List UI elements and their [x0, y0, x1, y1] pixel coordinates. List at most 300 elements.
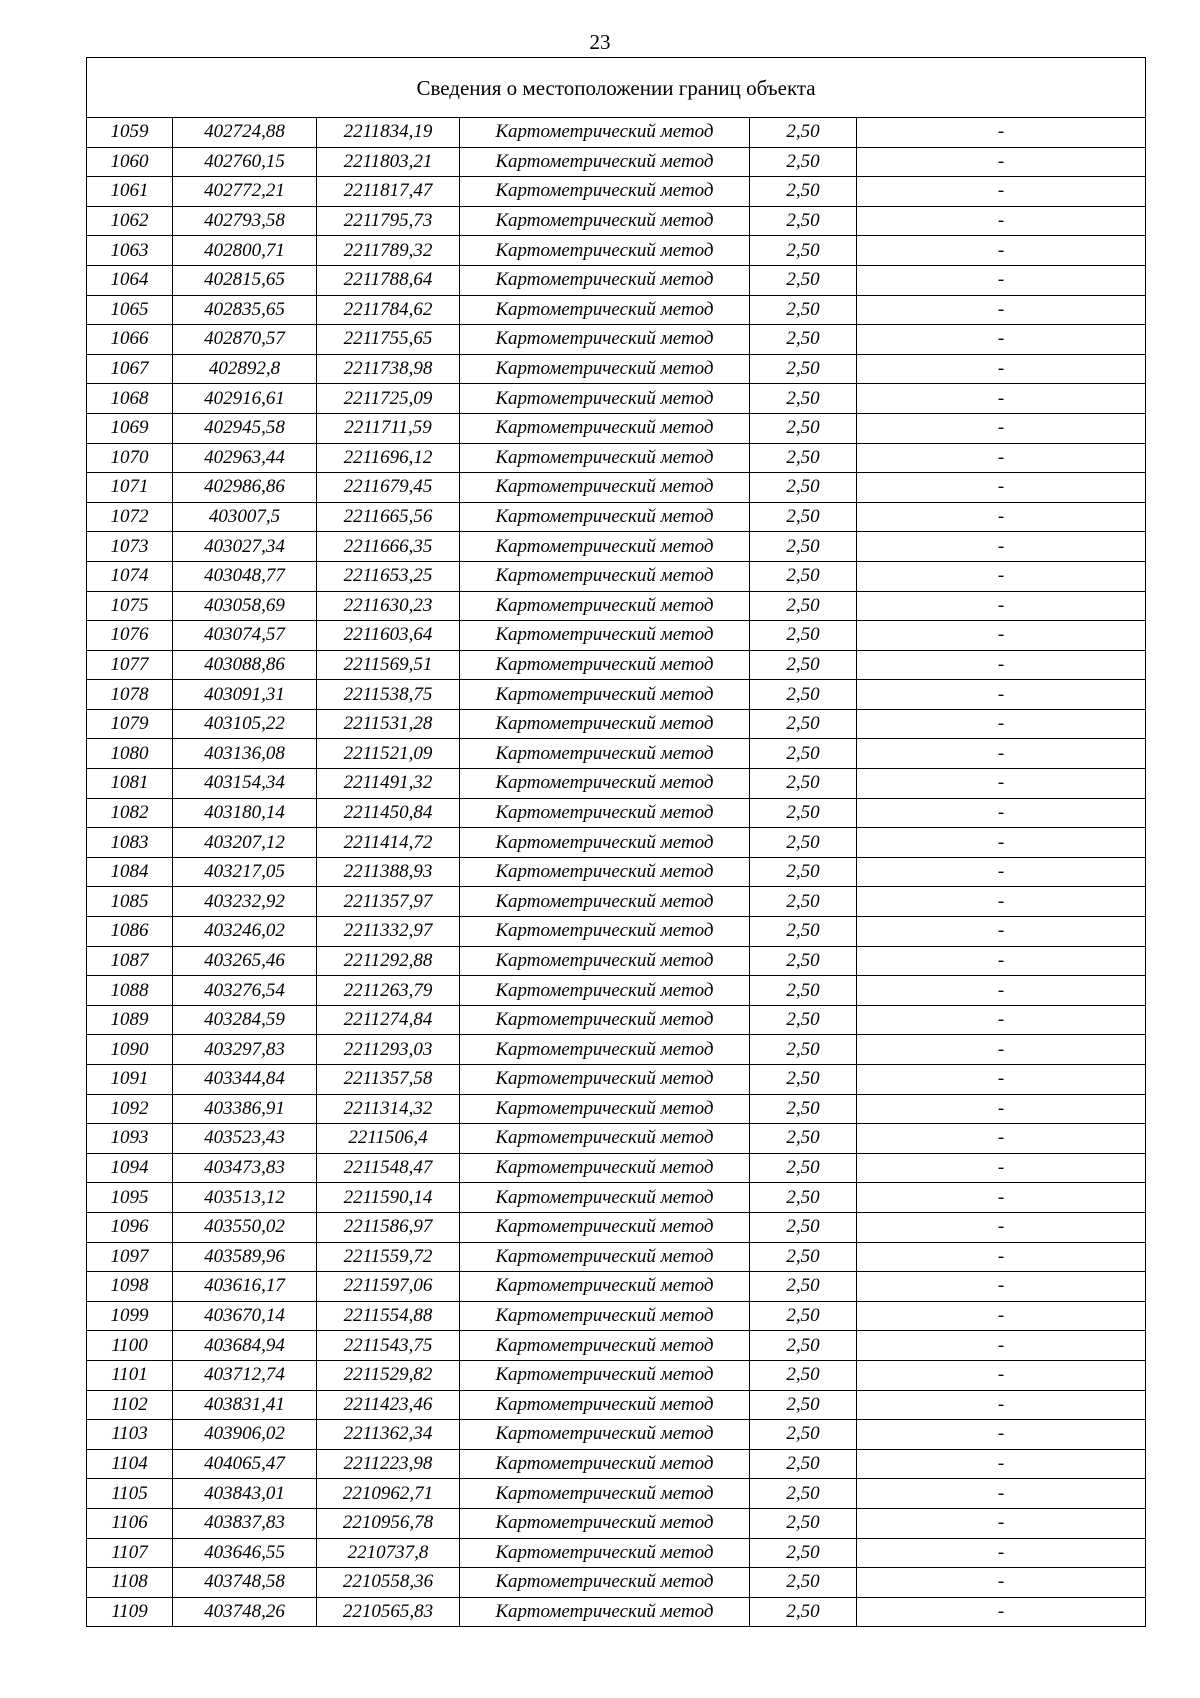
- accuracy-cell: 2,50: [750, 206, 857, 236]
- y-coordinate-cell: 2211711,59: [317, 413, 460, 443]
- x-coordinate-cell: 403105,22: [173, 709, 317, 739]
- x-coordinate-cell: 403284,59: [173, 1005, 317, 1035]
- accuracy-cell: 2,50: [750, 1420, 857, 1450]
- table-row: [87, 413, 1146, 443]
- x-coordinate-cell: 402724,88: [173, 118, 317, 148]
- method-cell: Картометрический метод: [460, 917, 750, 947]
- accuracy-cell: 2,50: [750, 976, 857, 1006]
- method-cell: Картометрический метод: [460, 295, 750, 325]
- point-number-cell: 1093: [87, 1124, 173, 1154]
- y-coordinate-cell: 2210737,8: [317, 1538, 460, 1568]
- point-number-cell: 1066: [87, 325, 173, 355]
- table-row: [87, 206, 1146, 236]
- description-cell: -: [857, 147, 1146, 177]
- description-cell: -: [857, 1390, 1146, 1420]
- x-coordinate-cell: 403154,34: [173, 769, 317, 799]
- x-coordinate-cell: 403837,83: [173, 1508, 317, 1538]
- accuracy-cell: 2,50: [750, 384, 857, 414]
- y-coordinate-cell: 2211665,56: [317, 502, 460, 532]
- x-coordinate-cell: 403297,83: [173, 1035, 317, 1065]
- method-cell: Картометрический метод: [460, 325, 750, 355]
- accuracy-cell: 2,50: [750, 1242, 857, 1272]
- method-cell: Картометрический метод: [460, 946, 750, 976]
- point-number-cell: 1059: [87, 118, 173, 148]
- table-row: [87, 680, 1146, 710]
- description-cell: -: [857, 680, 1146, 710]
- x-coordinate-cell: 402916,61: [173, 384, 317, 414]
- y-coordinate-cell: 2210558,36: [317, 1568, 460, 1598]
- accuracy-cell: 2,50: [750, 354, 857, 384]
- table-row: [87, 1420, 1146, 1450]
- description-cell: -: [857, 1301, 1146, 1331]
- y-coordinate-cell: 2211597,06: [317, 1272, 460, 1302]
- method-cell: Картометрический метод: [460, 709, 750, 739]
- table-row: [87, 1153, 1146, 1183]
- y-coordinate-cell: 2211506,4: [317, 1124, 460, 1154]
- point-number-cell: 1070: [87, 443, 173, 473]
- accuracy-cell: 2,50: [750, 591, 857, 621]
- description-cell: -: [857, 1420, 1146, 1450]
- point-number-cell: 1072: [87, 502, 173, 532]
- method-cell: Картометрический метод: [460, 1390, 750, 1420]
- accuracy-cell: 2,50: [750, 1597, 857, 1627]
- x-coordinate-cell: 403088,86: [173, 650, 317, 680]
- x-coordinate-cell: 402793,58: [173, 206, 317, 236]
- method-cell: Картометрический метод: [460, 1597, 750, 1627]
- table-row: [87, 709, 1146, 739]
- description-cell: -: [857, 325, 1146, 355]
- accuracy-cell: 2,50: [750, 413, 857, 443]
- point-number-cell: 1079: [87, 709, 173, 739]
- method-cell: Картометрический метод: [460, 621, 750, 651]
- table-row: [87, 354, 1146, 384]
- y-coordinate-cell: 2211788,64: [317, 265, 460, 295]
- x-coordinate-cell: 403684,94: [173, 1331, 317, 1361]
- table-row: [87, 561, 1146, 591]
- method-cell: Картометрический метод: [460, 532, 750, 562]
- x-coordinate-cell: 403265,46: [173, 946, 317, 976]
- table-row: [87, 325, 1146, 355]
- x-coordinate-cell: 403523,43: [173, 1124, 317, 1154]
- method-cell: Картометрический метод: [460, 1508, 750, 1538]
- y-coordinate-cell: 2211543,75: [317, 1331, 460, 1361]
- y-coordinate-cell: 2211725,09: [317, 384, 460, 414]
- description-cell: -: [857, 857, 1146, 887]
- table-row: [87, 236, 1146, 266]
- table-row: [87, 769, 1146, 799]
- accuracy-cell: 2,50: [750, 1508, 857, 1538]
- point-number-cell: 1089: [87, 1005, 173, 1035]
- description-cell: -: [857, 1005, 1146, 1035]
- x-coordinate-cell: 402815,65: [173, 265, 317, 295]
- accuracy-cell: 2,50: [750, 1301, 857, 1331]
- x-coordinate-cell: 403616,17: [173, 1272, 317, 1302]
- table-row: [87, 1301, 1146, 1331]
- point-number-cell: 1065: [87, 295, 173, 325]
- description-cell: -: [857, 1449, 1146, 1479]
- accuracy-cell: 2,50: [750, 1331, 857, 1361]
- accuracy-cell: 2,50: [750, 177, 857, 207]
- table-row: [87, 1449, 1146, 1479]
- description-cell: -: [857, 1094, 1146, 1124]
- x-coordinate-cell: 404065,47: [173, 1449, 317, 1479]
- point-number-cell: 1078: [87, 680, 173, 710]
- accuracy-cell: 2,50: [750, 1538, 857, 1568]
- accuracy-cell: 2,50: [750, 1272, 857, 1302]
- point-number-cell: 1082: [87, 798, 173, 828]
- method-cell: Картометрический метод: [460, 1538, 750, 1568]
- description-cell: -: [857, 561, 1146, 591]
- table-row: [87, 917, 1146, 947]
- method-cell: Картометрический метод: [460, 1449, 750, 1479]
- x-coordinate-cell: 403058,69: [173, 591, 317, 621]
- description-cell: -: [857, 1065, 1146, 1095]
- x-coordinate-cell: 403473,83: [173, 1153, 317, 1183]
- table-row: [87, 1094, 1146, 1124]
- method-cell: Картометрический метод: [460, 1568, 750, 1598]
- y-coordinate-cell: 2211603,64: [317, 621, 460, 651]
- table-body: [87, 118, 1146, 1627]
- accuracy-cell: 2,50: [750, 1449, 857, 1479]
- description-cell: -: [857, 118, 1146, 148]
- x-coordinate-cell: 403344,84: [173, 1065, 317, 1095]
- accuracy-cell: 2,50: [750, 502, 857, 532]
- accuracy-cell: 2,50: [750, 443, 857, 473]
- y-coordinate-cell: 2211274,84: [317, 1005, 460, 1035]
- y-coordinate-cell: 2211414,72: [317, 828, 460, 858]
- point-number-cell: 1096: [87, 1212, 173, 1242]
- x-coordinate-cell: 403843,01: [173, 1479, 317, 1509]
- table-row: [87, 1183, 1146, 1213]
- y-coordinate-cell: 2211834,19: [317, 118, 460, 148]
- y-coordinate-cell: 2211586,97: [317, 1212, 460, 1242]
- table-row: [87, 1212, 1146, 1242]
- accuracy-cell: 2,50: [750, 857, 857, 887]
- y-coordinate-cell: 2211357,58: [317, 1065, 460, 1095]
- method-cell: Картометрический метод: [460, 1331, 750, 1361]
- point-number-cell: 1102: [87, 1390, 173, 1420]
- table-row: [87, 177, 1146, 207]
- y-coordinate-cell: 2211653,25: [317, 561, 460, 591]
- point-number-cell: 1063: [87, 236, 173, 266]
- y-coordinate-cell: 2211803,21: [317, 147, 460, 177]
- accuracy-cell: 2,50: [750, 1094, 857, 1124]
- point-number-cell: 1107: [87, 1538, 173, 1568]
- point-number-cell: 1094: [87, 1153, 173, 1183]
- x-coordinate-cell: 403712,74: [173, 1360, 317, 1390]
- x-coordinate-cell: 402870,57: [173, 325, 317, 355]
- point-number-cell: 1095: [87, 1183, 173, 1213]
- table-row: [87, 621, 1146, 651]
- x-coordinate-cell: 403646,55: [173, 1538, 317, 1568]
- accuracy-cell: 2,50: [750, 561, 857, 591]
- method-cell: Картометрический метод: [460, 591, 750, 621]
- method-cell: Картометрический метод: [460, 265, 750, 295]
- page-number: 23: [589, 30, 611, 54]
- table-row: [87, 1568, 1146, 1598]
- y-coordinate-cell: 2211795,73: [317, 206, 460, 236]
- point-number-cell: 1100: [87, 1331, 173, 1361]
- table-row: [87, 384, 1146, 414]
- method-cell: Картометрический метод: [460, 206, 750, 236]
- description-cell: -: [857, 769, 1146, 799]
- point-number-cell: 1090: [87, 1035, 173, 1065]
- description-cell: -: [857, 1242, 1146, 1272]
- y-coordinate-cell: 2210956,78: [317, 1508, 460, 1538]
- point-number-cell: 1086: [87, 917, 173, 947]
- accuracy-cell: 2,50: [750, 1479, 857, 1509]
- description-cell: -: [857, 413, 1146, 443]
- description-cell: -: [857, 1508, 1146, 1538]
- table-row: [87, 532, 1146, 562]
- description-cell: -: [857, 295, 1146, 325]
- accuracy-cell: 2,50: [750, 473, 857, 503]
- table-row: [87, 976, 1146, 1006]
- x-coordinate-cell: 402892,8: [173, 354, 317, 384]
- y-coordinate-cell: 2211817,47: [317, 177, 460, 207]
- x-coordinate-cell: 402835,65: [173, 295, 317, 325]
- x-coordinate-cell: 402800,71: [173, 236, 317, 266]
- accuracy-cell: 2,50: [750, 917, 857, 947]
- method-cell: Картометрический метод: [460, 177, 750, 207]
- accuracy-cell: 2,50: [750, 739, 857, 769]
- y-coordinate-cell: 2211450,84: [317, 798, 460, 828]
- table-row: [87, 473, 1146, 503]
- x-coordinate-cell: 403048,77: [173, 561, 317, 591]
- method-cell: Картометрический метод: [460, 976, 750, 1006]
- description-cell: -: [857, 177, 1146, 207]
- x-coordinate-cell: 403276,54: [173, 976, 317, 1006]
- table-row: [87, 265, 1146, 295]
- description-cell: -: [857, 591, 1146, 621]
- accuracy-cell: 2,50: [750, 946, 857, 976]
- accuracy-cell: 2,50: [750, 769, 857, 799]
- table-title-row: [87, 58, 1146, 118]
- description-cell: -: [857, 206, 1146, 236]
- method-cell: Картометрический метод: [460, 1301, 750, 1331]
- x-coordinate-cell: 403180,14: [173, 798, 317, 828]
- description-cell: -: [857, 236, 1146, 266]
- y-coordinate-cell: 2211521,09: [317, 739, 460, 769]
- point-number-cell: 1083: [87, 828, 173, 858]
- point-number-cell: 1069: [87, 413, 173, 443]
- point-number-cell: 1062: [87, 206, 173, 236]
- point-number-cell: 1109: [87, 1597, 173, 1627]
- table-row: [87, 1272, 1146, 1302]
- point-number-cell: 1084: [87, 857, 173, 887]
- accuracy-cell: 2,50: [750, 1360, 857, 1390]
- y-coordinate-cell: 2211314,32: [317, 1094, 460, 1124]
- table-row: [87, 887, 1146, 917]
- y-coordinate-cell: 2211388,93: [317, 857, 460, 887]
- method-cell: Картометрический метод: [460, 857, 750, 887]
- description-cell: -: [857, 1035, 1146, 1065]
- description-cell: -: [857, 798, 1146, 828]
- method-cell: Картометрический метод: [460, 828, 750, 858]
- point-number-cell: 1091: [87, 1065, 173, 1095]
- accuracy-cell: 2,50: [750, 1153, 857, 1183]
- x-coordinate-cell: 403232,92: [173, 887, 317, 917]
- method-cell: Картометрический метод: [460, 1242, 750, 1272]
- table-row: [87, 295, 1146, 325]
- table-row: [87, 1065, 1146, 1095]
- y-coordinate-cell: 2211362,34: [317, 1420, 460, 1450]
- y-coordinate-cell: 2211679,45: [317, 473, 460, 503]
- y-coordinate-cell: 2211423,46: [317, 1390, 460, 1420]
- accuracy-cell: 2,50: [750, 295, 857, 325]
- point-number-cell: 1103: [87, 1420, 173, 1450]
- description-cell: -: [857, 1538, 1146, 1568]
- accuracy-cell: 2,50: [750, 650, 857, 680]
- point-number-cell: 1060: [87, 147, 173, 177]
- x-coordinate-cell: 403550,02: [173, 1212, 317, 1242]
- accuracy-cell: 2,50: [750, 1005, 857, 1035]
- point-number-cell: 1099: [87, 1301, 173, 1331]
- description-cell: -: [857, 887, 1146, 917]
- method-cell: Картометрический метод: [460, 1212, 750, 1242]
- y-coordinate-cell: 2211559,72: [317, 1242, 460, 1272]
- x-coordinate-cell: 402963,44: [173, 443, 317, 473]
- description-cell: -: [857, 650, 1146, 680]
- description-cell: -: [857, 384, 1146, 414]
- y-coordinate-cell: 2211293,03: [317, 1035, 460, 1065]
- method-cell: Картометрический метод: [460, 1272, 750, 1302]
- x-coordinate-cell: 402772,21: [173, 177, 317, 207]
- x-coordinate-cell: 403207,12: [173, 828, 317, 858]
- table-row: [87, 1005, 1146, 1035]
- point-number-cell: 1076: [87, 621, 173, 651]
- y-coordinate-cell: 2211666,35: [317, 532, 460, 562]
- table-row: [87, 1479, 1146, 1509]
- boundary-coordinates-table: [86, 57, 1146, 1627]
- method-cell: Картометрический метод: [460, 769, 750, 799]
- table-row: [87, 443, 1146, 473]
- x-coordinate-cell: 403748,26: [173, 1597, 317, 1627]
- method-cell: Картометрический метод: [460, 1005, 750, 1035]
- accuracy-cell: 2,50: [750, 1065, 857, 1095]
- accuracy-cell: 2,50: [750, 325, 857, 355]
- method-cell: Картометрический метод: [460, 413, 750, 443]
- y-coordinate-cell: 2210962,71: [317, 1479, 460, 1509]
- point-number-cell: 1074: [87, 561, 173, 591]
- accuracy-cell: 2,50: [750, 118, 857, 148]
- method-cell: Картометрический метод: [460, 118, 750, 148]
- point-number-cell: 1088: [87, 976, 173, 1006]
- accuracy-cell: 2,50: [750, 680, 857, 710]
- y-coordinate-cell: 2211630,23: [317, 591, 460, 621]
- x-coordinate-cell: 403906,02: [173, 1420, 317, 1450]
- description-cell: -: [857, 443, 1146, 473]
- description-cell: -: [857, 1124, 1146, 1154]
- description-cell: -: [857, 828, 1146, 858]
- table-title: Сведения о местоположении границ объекта: [87, 58, 1146, 118]
- description-cell: -: [857, 1272, 1146, 1302]
- point-number-cell: 1104: [87, 1449, 173, 1479]
- y-coordinate-cell: 2211789,32: [317, 236, 460, 266]
- description-cell: -: [857, 1568, 1146, 1598]
- method-cell: Картометрический метод: [460, 1094, 750, 1124]
- point-number-cell: 1073: [87, 532, 173, 562]
- table-row: [87, 1508, 1146, 1538]
- x-coordinate-cell: 403027,34: [173, 532, 317, 562]
- description-cell: -: [857, 917, 1146, 947]
- accuracy-cell: 2,50: [750, 1183, 857, 1213]
- table-row: [87, 828, 1146, 858]
- x-coordinate-cell: 402760,15: [173, 147, 317, 177]
- y-coordinate-cell: 2211696,12: [317, 443, 460, 473]
- method-cell: Картометрический метод: [460, 1065, 750, 1095]
- accuracy-cell: 2,50: [750, 621, 857, 651]
- table-row: [87, 739, 1146, 769]
- accuracy-cell: 2,50: [750, 798, 857, 828]
- y-coordinate-cell: 2211538,75: [317, 680, 460, 710]
- point-number-cell: 1085: [87, 887, 173, 917]
- point-number-cell: 1075: [87, 591, 173, 621]
- x-coordinate-cell: 403246,02: [173, 917, 317, 947]
- method-cell: Картометрический метод: [460, 236, 750, 266]
- description-cell: -: [857, 946, 1146, 976]
- accuracy-cell: 2,50: [750, 1124, 857, 1154]
- table-row: [87, 798, 1146, 828]
- y-coordinate-cell: 2211529,82: [317, 1360, 460, 1390]
- table-row: [87, 502, 1146, 532]
- y-coordinate-cell: 2211554,88: [317, 1301, 460, 1331]
- method-cell: Картометрический метод: [460, 739, 750, 769]
- method-cell: Картометрический метод: [460, 1360, 750, 1390]
- y-coordinate-cell: 2211755,65: [317, 325, 460, 355]
- method-cell: Картометрический метод: [460, 354, 750, 384]
- table-row: [87, 147, 1146, 177]
- description-cell: -: [857, 473, 1146, 503]
- y-coordinate-cell: 2210565,83: [317, 1597, 460, 1627]
- table-row: [87, 650, 1146, 680]
- point-number-cell: 1105: [87, 1479, 173, 1509]
- table-row: [87, 1360, 1146, 1390]
- description-cell: -: [857, 1212, 1146, 1242]
- table-row: [87, 1035, 1146, 1065]
- accuracy-cell: 2,50: [750, 532, 857, 562]
- point-number-cell: 1064: [87, 265, 173, 295]
- x-coordinate-cell: 403007,5: [173, 502, 317, 532]
- method-cell: Картометрический метод: [460, 650, 750, 680]
- method-cell: Картометрический метод: [460, 1153, 750, 1183]
- y-coordinate-cell: 2211784,62: [317, 295, 460, 325]
- description-cell: -: [857, 1360, 1146, 1390]
- accuracy-cell: 2,50: [750, 828, 857, 858]
- table-row: [87, 1597, 1146, 1627]
- point-number-cell: 1067: [87, 354, 173, 384]
- table-row: [87, 857, 1146, 887]
- description-cell: -: [857, 532, 1146, 562]
- method-cell: Картометрический метод: [460, 1420, 750, 1450]
- table-row: [87, 1331, 1146, 1361]
- method-cell: Картометрический метод: [460, 384, 750, 414]
- x-coordinate-cell: 403217,05: [173, 857, 317, 887]
- x-coordinate-cell: 403589,96: [173, 1242, 317, 1272]
- table-row: [87, 591, 1146, 621]
- y-coordinate-cell: 2211292,88: [317, 946, 460, 976]
- method-cell: Картометрический метод: [460, 887, 750, 917]
- description-cell: -: [857, 1153, 1146, 1183]
- method-cell: Картометрический метод: [460, 1124, 750, 1154]
- y-coordinate-cell: 2211223,98: [317, 1449, 460, 1479]
- point-number-cell: 1081: [87, 769, 173, 799]
- y-coordinate-cell: 2211548,47: [317, 1153, 460, 1183]
- x-coordinate-cell: 403748,58: [173, 1568, 317, 1598]
- point-number-cell: 1080: [87, 739, 173, 769]
- accuracy-cell: 2,50: [750, 887, 857, 917]
- table-row: [87, 1242, 1146, 1272]
